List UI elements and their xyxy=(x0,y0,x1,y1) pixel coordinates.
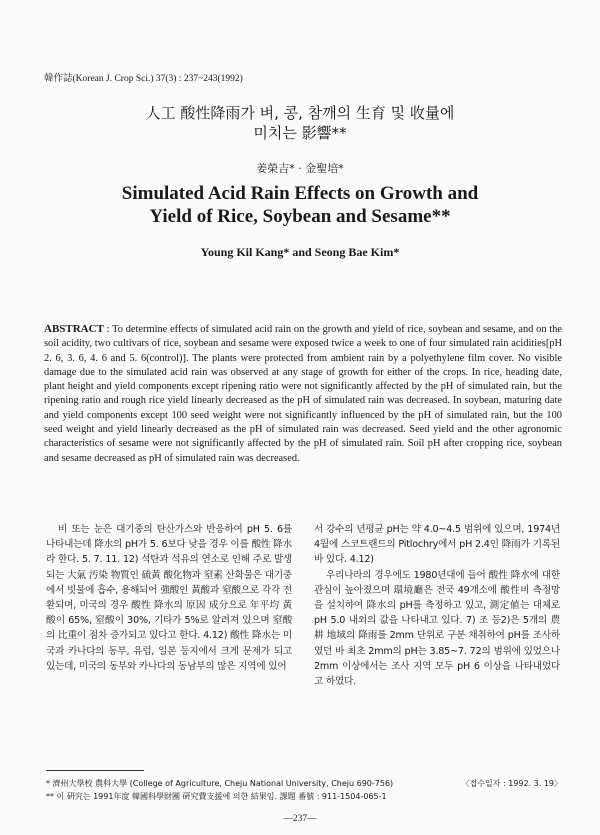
english-title-line-1: Simulated Acid Rain Effects on Growth and xyxy=(121,183,479,204)
footnote-divider xyxy=(46,770,144,771)
korean-authors: 姜榮吉* · 金聖培* xyxy=(256,162,344,175)
korean-title-line-2: 미치는 影響** xyxy=(253,124,347,142)
abstract-label: ABSTRACT xyxy=(44,323,104,335)
footnote-funding: ** 이 硏究는 1991年度 韓國科學財團 硏究費支援에 의한 結果임. 課題 番號 : 911-1504-065-1 xyxy=(46,792,387,801)
korean-title-line-1: 人工 酸性降雨가 벼, 콩, 참깨의 生育 및 收量에 xyxy=(145,104,455,122)
footnote-affiliation: * 濟州大學校 農科大學 (College of Agriculture, Cheju National University, Cheju 690-756) xyxy=(46,779,394,788)
abstract-text: : To determine effects of simulated acid rain on the growth and yield of rice, soybean and sesame, and on the soil acidity, two cultivars of rice, soybean and sesame were exposed twice a week to one of four simulated rain acidities[pH 2. 6, 3. 6, 4. 6 and 5. 6(control)]. The plants were protected from ambient rain by a polyethylene film cover. No visible damage due to the simulated acid rain was observed at any stage of growth for either of the crops. In rice, heading date, plant height and yield components except ripening ratio were not significantly affected by the pH of simulated rain, but the ripening ratio and rough rice yield linearly decreased as the pH of simulated rain was decreased. In soybean, maturing date and yield components except 100 seed weight were not significantly influenced by the pH of simulated rain, but the 100 seed weight and yield linearly decreased as the pH of simulated rain was decreased. Seed yield and the other agronomic characteristics of sesame were not significantly affected by the pH of simulated rain. Soil pH after cropping rice, soybean and sesame decreased as pH of simulated rain was decreased. xyxy=(44,324,562,464)
body-left-column xyxy=(46,522,292,674)
body-right-column xyxy=(314,522,560,689)
body-paragraph: 서 강수의 년평균 pH는 약 4.0~4.5 범위에 있으며, 1974년 4월에 스코트랜드의 Pitlochry에서 pH 2.4인 降雨가 기록된 바 있다. 4.12) xyxy=(314,524,560,566)
english-authors: Young Kil Kang* and Seong Bae Kim* xyxy=(200,245,400,259)
body-paragraph: 우리나라의 경우에도 1980년대에 들어 酸性 降水에 대한 관심이 높아졌으며 環境廳은 전국 49개소에 酸性비 측정망을 설치하여 降水의 pH를 측정하고 있고, 測定値는 대체로 pH 5.0 내외의 값을 나타내고 있다. 7) 조 등2)은 5개의 農耕 地域의 降雨를 2mm 단위로 구분 채취하여 pH를 조사하였던 바 최초 2mm의 pH는 3.85~7. 72의 범위에 있었으나 2mm 이상에서는 조사 지역 모두 pH 6 이상을 나타내었다고 하였다. xyxy=(314,569,560,688)
body-paragraph: 비 또는 눈은 대기중의 탄산가스와 반응하여 pH 5. 6를 나타내는데 降水의 pH가 5. 6보다 낮을 경우 이를 酸性 降水라 한다. 5. 7. 11. 12) 석탄과 석유의 연소로 인해 주로 발생되는 大氣 汚染 物質인 硫黃 酸化物과 窒素 산화물은 대기중에서 빗물에 흡수, 용해되어 強酸인 黃酸과 窒酸으로 각각 전환되며, 미국의 경우 酸性 降水의 原因 成分으로 年平均 黃酸이 65%, 窒酸이 30%, 기타가 5%로 알려져 있으며 窒酸의 比重이 점차 증가되고 있다고 한다. 4.12) 酸性 降水는 미국과 카나다의 동부, 유럽, 일본 등지에서 크게 문제가 되고 있는데, 미국의 동부와 카나다의 동남부의 많은 지역에 있어 xyxy=(46,524,292,672)
english-title-line-2: Yield of Rice, Soybean and Sesame** xyxy=(149,206,451,227)
journal-header: 韓作誌(Korean J. Crop Sci.) 37(3) : 237~243(1992) xyxy=(44,74,243,84)
abstract xyxy=(44,322,562,466)
received-date: 〈접수일자 : 1992. 3. 19〉 xyxy=(461,779,562,788)
page-number: —237— xyxy=(283,814,317,824)
